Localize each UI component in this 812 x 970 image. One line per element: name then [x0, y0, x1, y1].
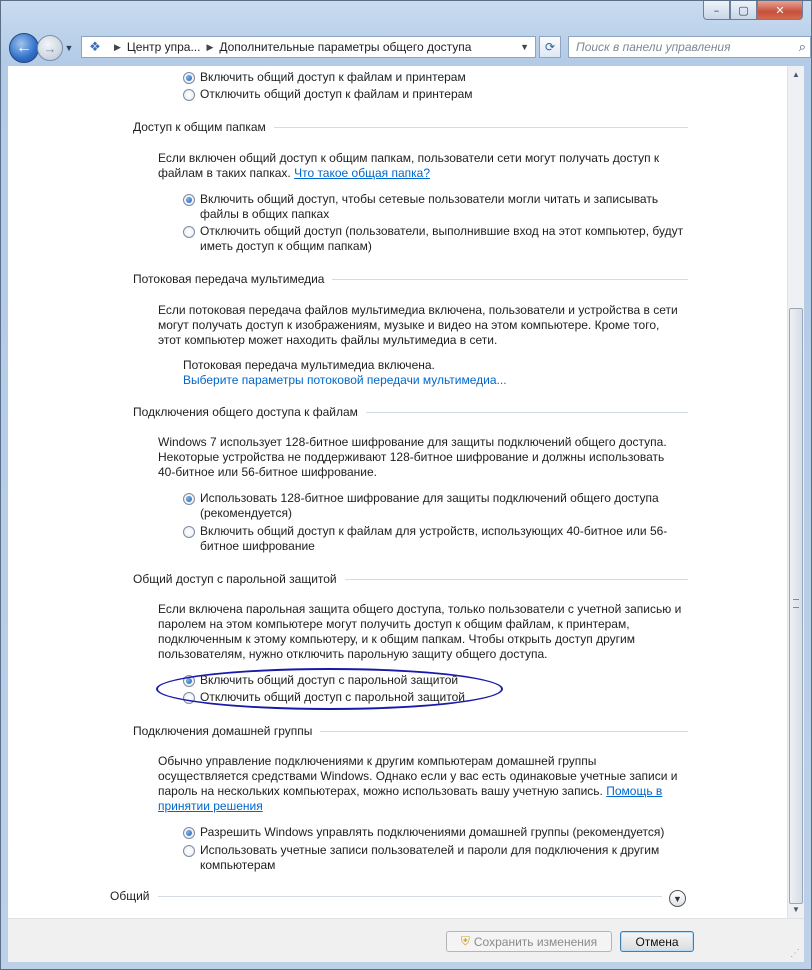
radio-enable-file-printer-sharing[interactable]	[183, 70, 690, 85]
radio-windows-manage-homegroup[interactable]	[183, 825, 690, 840]
section-title: Подключения домашней группы	[133, 724, 313, 738]
radio-use-user-accounts[interactable]	[183, 843, 690, 873]
section-header-file-sharing-connections	[133, 405, 688, 419]
radio-disable-public-folder-sharing[interactable]	[183, 224, 690, 254]
resize-grip-icon[interactable]: ⋰	[790, 948, 800, 959]
dialog-footer	[8, 918, 804, 962]
search-placeholder: Поиск в панели управления	[576, 40, 731, 54]
section-header-public-folders	[133, 120, 688, 134]
section-divider	[366, 412, 688, 413]
section-header-homegroup	[133, 724, 688, 738]
section-divider	[320, 731, 688, 732]
radio-disable-file-printer-sharing[interactable]	[183, 87, 690, 102]
scrollbar-thumb[interactable]	[789, 308, 803, 904]
radio-button[interactable]	[183, 845, 195, 857]
radio-label: Разрешить Windows управлять подключениями домашней группы (рекомендуется)	[200, 825, 665, 839]
breadcrumb-item-control-panel[interactable]: Центр упра...	[126, 40, 201, 54]
media-streaming-options-link[interactable]: Выберите параметры потоковой передачи мультимедиа...	[183, 373, 507, 387]
section-header-media-streaming	[133, 272, 688, 286]
cancel-button[interactable]: Отмена	[620, 931, 694, 952]
section-description	[158, 151, 683, 181]
radio-button-selected[interactable]	[183, 827, 195, 839]
radio-button[interactable]	[183, 526, 195, 538]
refresh-icon[interactable]: ⟳	[539, 36, 561, 58]
radio-label: Включить общий доступ, чтобы сетевые пользователи могли читать и записывать файлы в общих папках	[200, 192, 659, 221]
save-changes-label: Сохранить изменения	[473, 934, 598, 949]
description-text: Если включен общий доступ к общим папкам, пользователи сети могут получать доступ к файлам в таких папках.	[158, 151, 660, 180]
close-icon[interactable]: ✕	[757, 1, 803, 20]
radio-label: Использовать 128-битное шифрование для защиты подключений общего доступа (рекомендуется)	[200, 491, 659, 520]
section-header-password-protected-sharing	[133, 572, 688, 586]
radio-label: Отключить общий доступ к файлам и принтерам	[200, 87, 473, 101]
radio-button-selected[interactable]	[183, 194, 195, 206]
section-description	[158, 754, 683, 814]
section-divider	[332, 279, 688, 280]
what-is-public-folder-link[interactable]: Что такое общая папка?	[294, 166, 431, 180]
radio-40-56bit-encryption[interactable]	[183, 524, 690, 554]
search-icon[interactable]: ⌕	[798, 39, 806, 54]
media-streaming-status	[183, 358, 683, 388]
navigation-bar	[9, 31, 806, 65]
hand-drawn-highlight-ellipse	[156, 668, 503, 710]
media-streaming-status-text: Потоковая передача мультимедиа включена.	[183, 358, 435, 372]
settings-content	[8, 66, 787, 918]
section-divider	[274, 127, 688, 128]
breadcrumb-separator-icon[interactable]: ▶	[206, 41, 214, 52]
radio-button[interactable]	[183, 226, 195, 238]
chevron-down-icon[interactable]: ▼	[669, 890, 686, 907]
scroll-down-icon[interactable]: ▼	[792, 905, 800, 914]
section-title: Потоковая передача мультимедиа	[133, 272, 325, 286]
description-text: Обычно управление подключениями к другим компьютерам домашней группы осуществляется средствами Windows. Однако если у вас есть одинаковые учетные записи и пароль на нескольких компьютерах, можно использовать вашу учетную запись.	[158, 754, 678, 798]
radio-label: Включить общий доступ к файлам и принтерам	[200, 70, 466, 84]
radio-button-selected[interactable]	[183, 493, 195, 505]
address-dropdown-icon[interactable]: ▼	[520, 42, 529, 52]
section-title: Общий доступ с парольной защитой	[133, 572, 337, 586]
address-bar[interactable]	[81, 36, 536, 58]
help-decide-link[interactable]: Помощь в принятии решения	[158, 784, 663, 813]
breadcrumb-separator-icon[interactable]: ▶	[114, 41, 121, 52]
radio-128bit-encryption[interactable]	[183, 491, 690, 521]
back-arrow-icon[interactable]: ←	[9, 33, 39, 63]
recent-pages-chevron-icon[interactable]: ▼	[64, 43, 74, 53]
maximize-icon[interactable]: ▢	[730, 1, 757, 20]
scroll-up-icon[interactable]: ▲	[792, 70, 800, 79]
title-bar-buttons	[703, 1, 803, 20]
section-divider	[158, 896, 663, 897]
vertical-scrollbar[interactable]	[787, 66, 804, 918]
save-changes-button[interactable]	[446, 931, 612, 952]
section-description: Если потоковая передача файлов мультимедиа включена, пользователи и устройства в сети могут получать доступ к изображениям, музыке и видео на этом компьютере. Кроме того, этот компьютер может находить файлы мультимедиа в сети.	[158, 303, 678, 347]
section-title: Общий	[110, 889, 150, 903]
radio-label: Использовать учетные записи пользователей и пароли для подключения к другим компьютерам	[200, 843, 660, 872]
radio-label: Включить общий доступ к файлам для устройств, использующих 40-битное или 56-битное шифрование	[200, 524, 668, 553]
forward-arrow-icon[interactable]: →	[37, 35, 63, 61]
radio-button-selected[interactable]	[183, 72, 195, 84]
radio-label: Отключить общий доступ с парольной защитой	[200, 690, 465, 704]
radio-enable-public-folder-sharing[interactable]	[183, 192, 690, 222]
section-divider	[345, 579, 688, 580]
section-description: Windows 7 использует 128-битное шифрование для защиты подключений общего доступа. Некоторые устройства не поддерживают 128-битное шифрование и должны использовать 40-битное или 56-битное шифрование.	[158, 435, 667, 479]
control-panel-icon: ❖	[89, 39, 101, 54]
search-input[interactable]	[568, 36, 811, 58]
breadcrumb-item-advanced-sharing[interactable]: Дополнительные параметры общего доступа	[219, 40, 472, 54]
radio-label: Отключить общий доступ (пользователи, выполнившие вход на этот компьютер, будут иметь доступ к общим папкам)	[200, 224, 684, 253]
section-description: Если включена парольная защита общего доступа, только пользователи с учетной записью и паролем на этом компьютере могут получить доступ к общим файлам, к принтерам, подключенным к этому компьютеру, и к общим папкам. Чтобы открыть доступ другим пользователям, нужно отключить парольную защиту общего доступа.	[158, 602, 682, 661]
section-title: Подключения общего доступа к файлам	[133, 405, 358, 419]
section-header-general[interactable]	[110, 889, 662, 903]
section-title: Доступ к общим папкам	[133, 120, 266, 134]
minimize-icon[interactable]: –	[703, 1, 730, 20]
radio-label: Включить общий доступ с парольной защитой	[200, 673, 459, 687]
radio-button[interactable]	[183, 89, 195, 101]
uac-shield-icon: ⛨	[460, 934, 470, 948]
